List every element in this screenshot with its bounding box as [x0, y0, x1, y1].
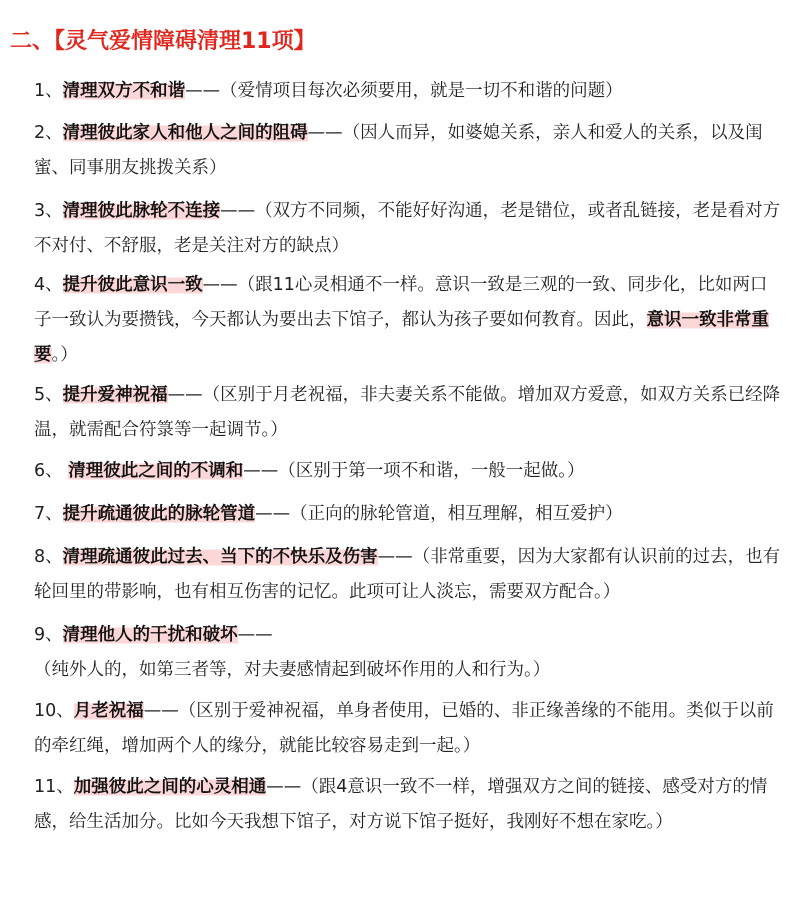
item-number: 7、 — [34, 504, 63, 524]
item-description: （跟11心灵相通不一样。意识一致是三观的一致、同步化，比如两口子一致认为要攒钱，今天都认为要出去下馆子，都认为孩子要如何教育。因此， — [34, 275, 768, 330]
item-number: 10、 — [34, 701, 74, 721]
item-number: 3、 — [34, 201, 63, 221]
item-description: （双方不同频，不能好好沟通，老是错位，或者乱链接，老是看对方不对付、不舒服，老是关注对方的缺点） — [34, 201, 781, 256]
list-item — [34, 74, 784, 109]
item-number: 8、 — [34, 547, 63, 567]
item-description: （区别于月老祝福，非夫妻关系不能做。增加双方爱意，如双方关系已经降温，就需配合符箓等一起调节。） — [34, 385, 781, 440]
item-title: 提升疏通彼此的脉轮管道 — [62, 504, 256, 524]
section-heading: 二、【灵气爱情障碍清理11项】 — [10, 29, 316, 54]
item-dash: —— — [237, 625, 273, 645]
item-number: 11、 — [34, 777, 74, 797]
item-title: 提升爱神祝福 — [62, 385, 168, 405]
item-dash: —— — [243, 461, 279, 481]
item-number: 1、 — [34, 81, 63, 101]
item-dash: —— — [307, 123, 343, 143]
item-description: （纯外人的，如第三者等，对夫妻感情起到破坏作用的人和行为。） — [34, 660, 551, 680]
item-dash: —— — [220, 201, 256, 221]
item-title: 清理彼此脉轮不连接 — [62, 201, 221, 221]
item-title: 清理疏通彼此过去、当下的不快乐及伤害 — [62, 547, 378, 567]
list-item — [34, 540, 784, 610]
list-item — [34, 770, 784, 840]
item-dash: —— — [266, 777, 302, 797]
list-item — [34, 497, 784, 532]
item-dash: —— — [202, 275, 238, 295]
item-number: 4、 — [34, 275, 63, 295]
item-dash: —— — [167, 385, 203, 405]
item-title: 清理双方不和谐 — [62, 81, 186, 101]
list-item — [34, 116, 784, 186]
item-title: 清理彼此家人和他人之间的阻碍 — [62, 123, 308, 143]
list-item — [34, 454, 784, 489]
item-title: 提升彼此意识一致 — [62, 275, 203, 295]
item-description: （区别于爱神祝福，单身者使用，已婚的、非正缘善缘的不能用。类似于以前的牵红绳，增加两个人的缘分，就能比较容易走到一起。） — [34, 701, 774, 756]
item-emphasis: 意识一致非常重要 — [34, 310, 769, 365]
item-dash: —— — [185, 81, 221, 101]
item-description: （爱情项目每次必须要用，就是一切不和谐的问题） — [220, 81, 623, 101]
item-description: （区别于第一项不和谐，一般一起做。） — [278, 461, 585, 481]
item-description: （跟4意识一致不一样，增强双方之间的链接、感受对方的情感，给生活加分。比如今天我想下馆子，对方说下馆子挺好，我刚好不想在家吃。） — [34, 777, 768, 832]
item-dash: —— — [143, 701, 179, 721]
item-number: 6、 — [34, 461, 63, 481]
item-number: 2、 — [34, 123, 63, 143]
list-item — [34, 694, 784, 764]
item-description: （因人而异，如婆媳关系，亲人和爱人的关系，以及闺蜜、同事朋友挑拨关系） — [34, 123, 763, 178]
list-item — [34, 194, 784, 264]
item-title: 月老祝福 — [73, 701, 144, 721]
item-description: （正向的脉轮管道，相互理解，相互爱护） — [290, 504, 623, 524]
list-item — [34, 618, 784, 688]
list-item — [34, 378, 784, 448]
item-dash: —— — [377, 547, 413, 567]
item-dash: —— — [255, 504, 291, 524]
item-number: 9、 — [34, 625, 63, 645]
item-title: 加强彼此之间的心灵相通 — [73, 777, 267, 797]
item-number: 5、 — [34, 385, 63, 405]
item-title: 清理彼此之间的不调和 — [68, 461, 244, 481]
item-description: （非常重要，因为大家都有认识前的过去，也有轮回里的带影响，也有相互伤害的记忆。此项可让人淡忘，需要双方配合。） — [34, 547, 781, 602]
list-item — [34, 268, 784, 373]
item-title: 清理他人的干扰和破坏 — [62, 625, 238, 645]
item-tail: 。） — [51, 345, 78, 365]
